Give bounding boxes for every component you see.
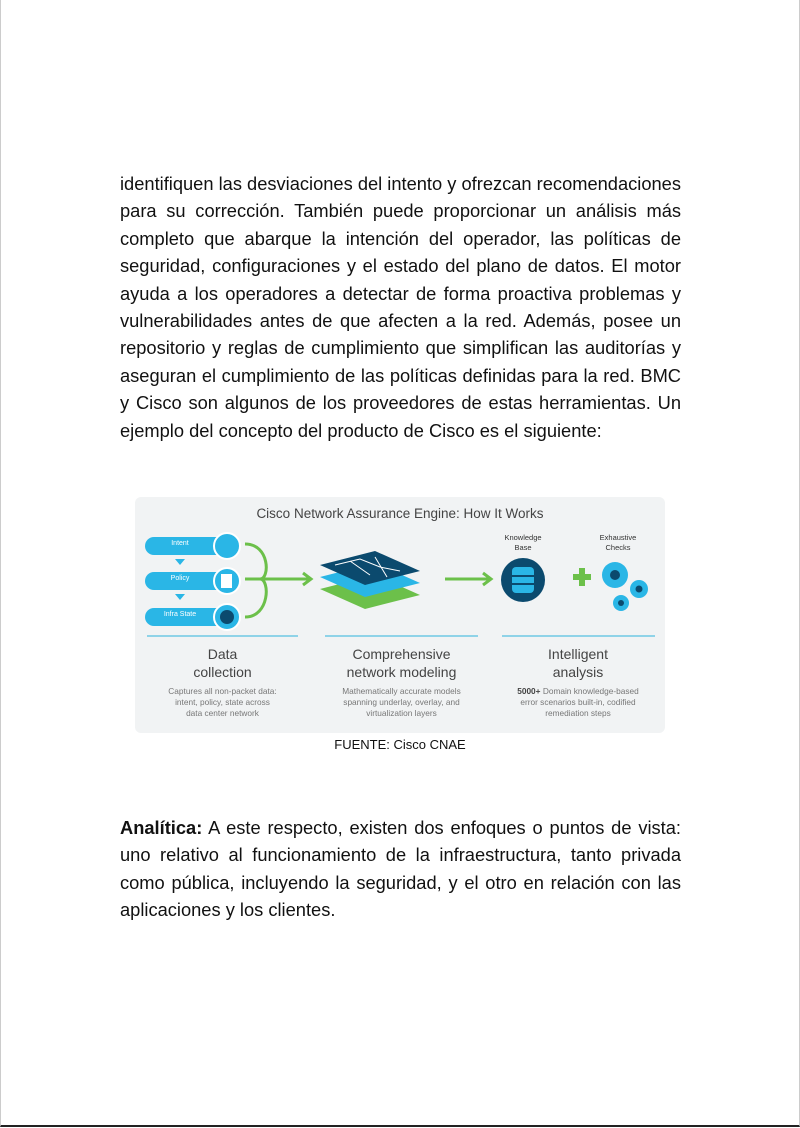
- diagram-title: Cisco Network Assurance Engine: How It Works: [256, 506, 544, 521]
- analitica-paragraph: [120, 814, 681, 924]
- merge-arrow: [245, 544, 310, 617]
- gears-icon: [602, 562, 648, 611]
- body-paragraph: identifiquen las desviaciones del intento y ofrezcan recomendaciones para su corrección. También puede proporcionar un análisis más completo que abarque la intención del operador, las políticas de seguridad, configuraciones y el estado del plano de datos. El motor ayuda a los operadores a detectar de forma proactiva problemas y vulnerabilidades antes de que afecten a la red. Además, posee un repositorio y reglas de cumplimiento que simplifican las auditorías y aseguran el cumplimiento de las políticas definidas para la red. BMC y Cisco son algunos de los proveedores de estas herramientas. Un ejemplo del concepto del producto de Cisco es el siguiente:: [120, 173, 681, 441]
- document-icon: [221, 574, 232, 588]
- globe-icon: [220, 610, 234, 624]
- arrow-right: [445, 573, 491, 585]
- input-label: Policy: [170, 575, 190, 582]
- plus-icon: [573, 568, 591, 586]
- cisco-cnae-diagram: [135, 497, 665, 733]
- column-intelligent-analysis: Intelligent analysis 5000+ Domain knowledge-based error scenarios built-in, codified remediation steps: [517, 646, 639, 718]
- column-data-collection: Data collection Captures all non-packet data: intent, policy, state across data center network: [168, 646, 277, 718]
- column-network-modeling: Comprehensive network modeling Mathematically accurate models spanning underlay, overlay, and virtualization layers: [342, 646, 461, 718]
- figure-caption: FUENTE: Cisco CNAE: [334, 737, 466, 752]
- input-label: Intent: [171, 540, 189, 547]
- network-layers-icon: [320, 551, 420, 609]
- paragraph-label: Analítica:: [120, 817, 203, 838]
- exhaustive-checks-label: Exhaustive Checks: [599, 533, 637, 552]
- knowledge-base-label: Knowledge Base: [504, 533, 542, 552]
- database-icon: [501, 558, 545, 602]
- paragraph-text: A este respecto, existen dos enfoques o puntos de vista: uno relativo al funcionamiento de la infraestructura, tanto privada como pública, incluyendo la seguridad, y el otro en relación con las aplicaciones y los clientes.: [120, 817, 681, 921]
- input-label: Infra State: [163, 611, 197, 618]
